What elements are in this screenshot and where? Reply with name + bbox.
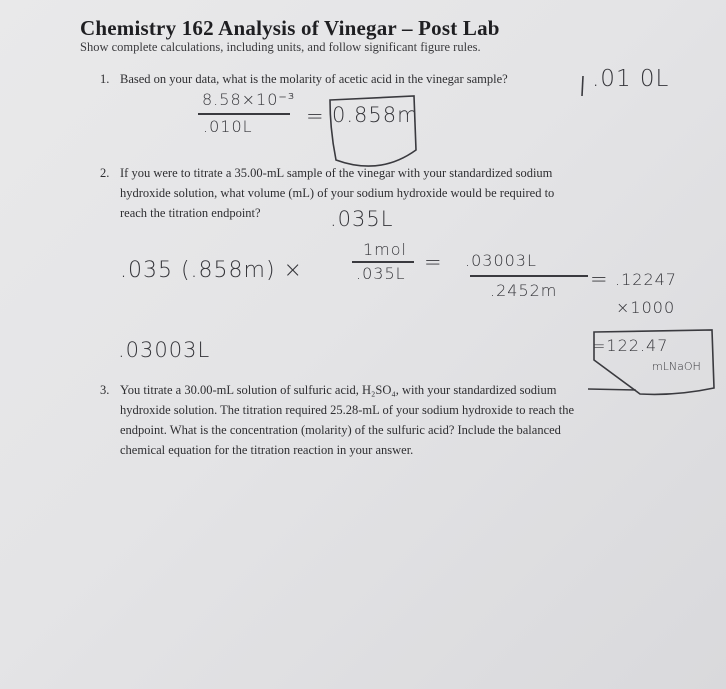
question-number: 2. bbox=[100, 166, 110, 180]
handwritten-q2-result: .12247 bbox=[615, 270, 677, 289]
handwritten-q2-expression: .035 (.858m) × bbox=[120, 258, 303, 283]
question-text-line: hydroxide solution, what volume (mL) of your sodium hydroxide would be required to bbox=[120, 186, 555, 200]
handwritten-q2-bottom: .03003L bbox=[118, 338, 211, 362]
vertical-tick-mark bbox=[582, 76, 583, 96]
handwritten-q2-unit: mLNaOH bbox=[652, 360, 701, 373]
handwritten-q1-numerator: 8.58×10⁻³ bbox=[202, 90, 296, 109]
handwritten-q1-volume: .01 0L bbox=[592, 66, 670, 92]
handwritten-q2-fraction-numerator: 1mol bbox=[363, 240, 407, 259]
question-text-line: If you were to titrate a 35.00-mL sample of the vinegar with your standardized sodium bbox=[120, 166, 553, 180]
question-number: 3. bbox=[100, 383, 110, 397]
handwritten-equals: = bbox=[590, 267, 609, 291]
handwritten-q2-fraction-denominator: .035L bbox=[356, 264, 406, 283]
handwritten-q2-times-1000: ×1000 bbox=[616, 298, 676, 317]
answer-box-q1 bbox=[330, 96, 416, 166]
answer-box-q2 bbox=[594, 330, 714, 394]
handwritten-q2-final: =122.47 bbox=[592, 336, 669, 355]
handwritten-equals: = bbox=[424, 250, 443, 274]
handwritten-equals: = bbox=[306, 104, 325, 128]
page-title: Chemistry 162 Analysis of Vinegar – Post Lab bbox=[80, 16, 500, 40]
handwritten-q2-mid-denominator: .2452m bbox=[490, 281, 558, 300]
handwritten-q2-volume: .035L bbox=[330, 207, 394, 231]
page-subtitle: Show complete calculations, including units, and follow significant figure rules. bbox=[80, 40, 481, 54]
strikethrough bbox=[588, 389, 636, 390]
question-text-line: You titrate a 30.00-mL solution of sulfuric acid, H₂SO₄, with your standardized sodium bbox=[120, 383, 557, 397]
question-text-line: reach the titration endpoint? bbox=[120, 206, 261, 220]
handwritten-q1-answer: 0.858m bbox=[332, 103, 419, 127]
question-text-line: hydroxide solution. The titration required 25.28-mL of your sodium hydroxide to reach the bbox=[120, 403, 575, 417]
question-text-line: chemical equation for the titration reaction in your answer. bbox=[120, 443, 414, 457]
handwritten-q1-denominator: .010L bbox=[203, 117, 253, 136]
question-number: 1. bbox=[100, 72, 110, 86]
question-text-line: endpoint. What is the concentration (molarity) of the sulfuric acid? Include the balanced bbox=[120, 423, 561, 437]
question-text-line: Based on your data, what is the molarity of acetic acid in the vinegar sample? bbox=[120, 72, 508, 86]
handwritten-q2-mid-numerator: .03003L bbox=[465, 251, 537, 270]
